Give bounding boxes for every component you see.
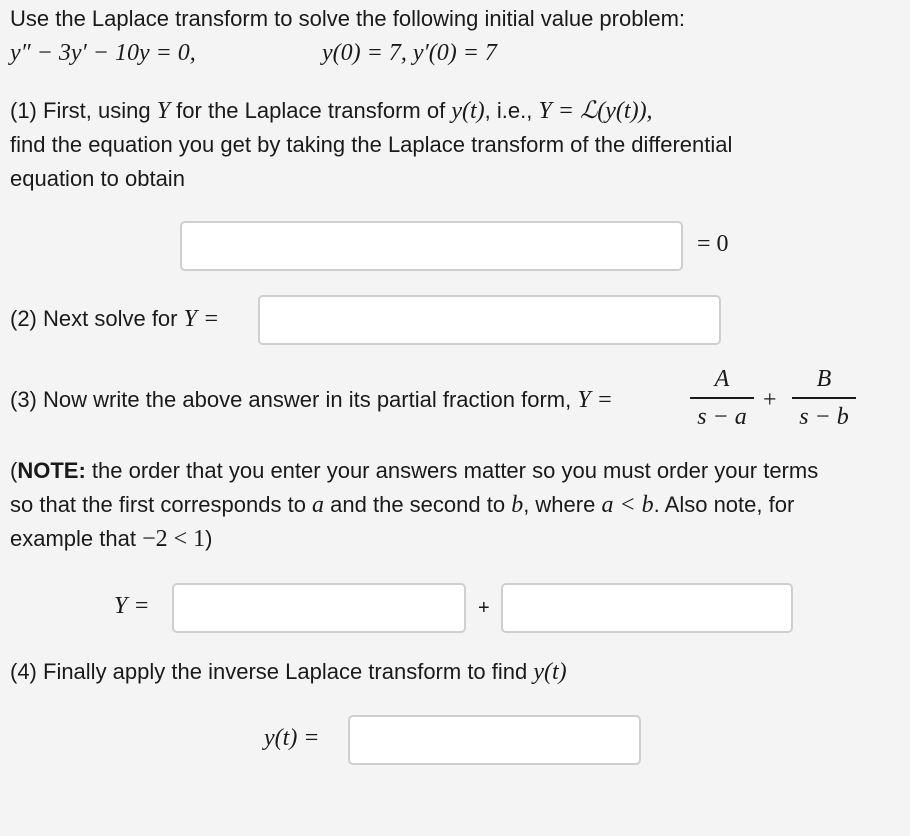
inverse-laplace-input[interactable]: [348, 715, 641, 765]
step1-text-c: , i.e.,: [484, 98, 539, 123]
fraction2-numerator: B: [816, 366, 832, 392]
note-var-b: b: [511, 492, 524, 518]
fraction1-bar: [690, 397, 754, 399]
note-text2a: so that the first corresponds to: [10, 492, 313, 517]
note-comparison: a < b: [601, 492, 654, 518]
note-open-paren: (: [10, 458, 18, 483]
note-line3: [10, 522, 212, 556]
partial-fraction-term1-input[interactable]: [172, 583, 466, 633]
initial-conditions: y(0) = 7, y′(0) = 7: [322, 40, 497, 66]
step2-text: (2) Next solve for: [10, 306, 184, 331]
partial-plus-sign: +: [478, 597, 490, 619]
fraction2-denominator: s − b: [799, 404, 849, 430]
note-line2: [10, 488, 794, 522]
fraction-A-over-s-minus-a: [690, 364, 754, 432]
note-text2d: . Also note, for: [653, 492, 795, 517]
step1-yt: y(t): [451, 98, 485, 124]
plus-sign: +: [763, 387, 777, 413]
note-example: −2 < 1: [142, 526, 206, 552]
yt-equals-label: y(t) =: [264, 725, 320, 751]
note-text2b: and the second to: [324, 492, 512, 517]
note-text3a: example that: [10, 526, 143, 551]
note-var-a: a: [312, 492, 325, 518]
step1-line1: [10, 94, 653, 128]
ode-equation: y″ − 3y′ − 10y = 0,: [10, 40, 196, 66]
step3-text: (3) Now write the above answer in its partial fraction form,: [10, 387, 578, 412]
step4-yt: y(t): [533, 659, 567, 685]
fraction1-numerator: A: [714, 366, 730, 392]
equals-zero: = 0: [697, 231, 729, 257]
note-text2c: , where: [523, 492, 602, 517]
step2-eq: Y =: [183, 306, 220, 332]
fraction-B-over-s-minus-b: [792, 364, 856, 432]
partial-fraction-term2-input[interactable]: [501, 583, 793, 633]
note-line1: [10, 454, 818, 488]
partial-Y-label: Y =: [114, 593, 150, 619]
step1-line2: find the equation you get by taking the Laplace transform of the differential: [10, 132, 733, 157]
fraction2-bar: [792, 397, 856, 399]
step1-line3: equation to obtain: [10, 166, 185, 191]
note-label: NOTE:: [17, 458, 86, 483]
step1-Y: Y: [156, 98, 171, 124]
note-close-paren: ): [205, 526, 213, 551]
step1-definition: Y = ℒ(y(t)),: [538, 98, 653, 124]
step2-label: [10, 302, 219, 336]
step4-text: (4) Finally apply the inverse Laplace transform to find: [10, 659, 534, 684]
solve-Y-input[interactable]: [258, 295, 721, 345]
step4-label: [10, 655, 567, 689]
note-text1: the order that you enter your answers matter so you must order your terms: [85, 458, 819, 483]
fraction1-denominator: s − a: [697, 404, 747, 430]
step3-label: [10, 383, 613, 417]
step1-text-a: (1) First, using: [10, 98, 157, 123]
step1-text-b: for the Laplace transform of: [170, 98, 452, 123]
problem-intro: Use the Laplace transform to solve the following initial value problem:: [10, 6, 686, 31]
step3-eq: Y =: [577, 387, 613, 413]
laplace-equation-input[interactable]: [180, 221, 683, 271]
